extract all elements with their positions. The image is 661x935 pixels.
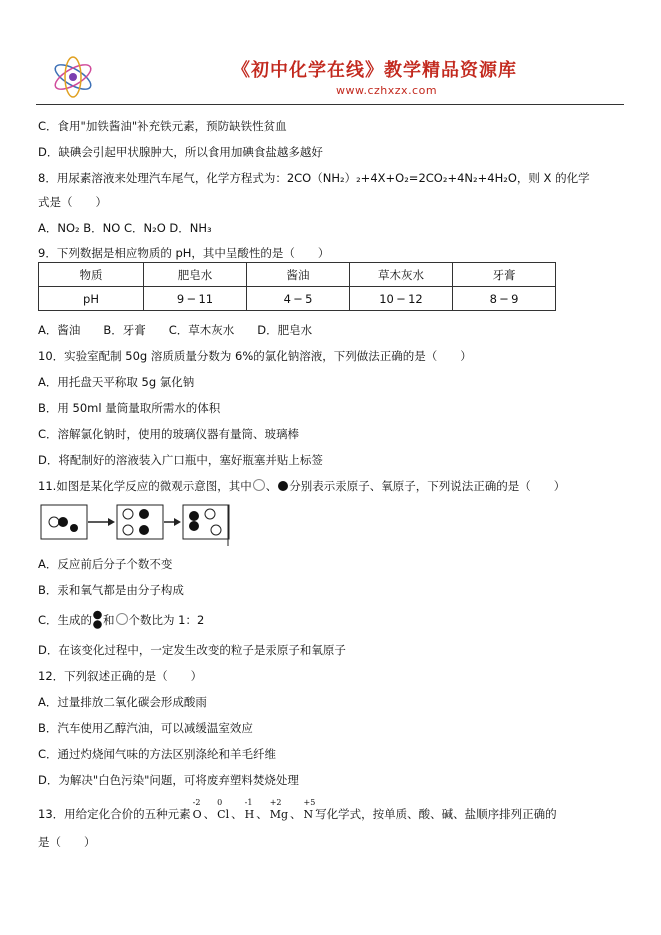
element-with-valence: 0 Cl	[217, 798, 230, 821]
table-cell: 物质	[39, 263, 144, 287]
site-title: 《初中化学在线》教学精品资源库	[232, 60, 517, 81]
mercury-atom-icon	[253, 479, 265, 491]
table-cell: 草木灰水	[350, 263, 453, 287]
atom-logo-icon	[50, 54, 96, 100]
q11-option-b: B．汞和氧气都是由分子构成	[38, 583, 184, 597]
q11c-part2: 和	[103, 613, 115, 627]
q12-stem: 12．下列叙述正确的是（ ）	[38, 669, 203, 683]
table-cell: 9 ─ 11	[144, 287, 247, 311]
q11-stem-part1: 11.如图是某化学反应的微观示意图，其中	[38, 479, 252, 493]
q9-options: A．酱油 B．牙膏 C．草木灰水 D．肥皂水	[38, 323, 313, 337]
q12-option-c: C．通过灼烧闻气味的方法区别涤纶和羊毛纤维	[38, 747, 277, 761]
q8-stem-cont: 式是（ ）	[38, 195, 107, 209]
q10-option-b: B．用 50ml 量筒量取所需水的体积	[38, 401, 221, 415]
site-url[interactable]: www.czhxzx.com	[336, 84, 438, 97]
table-cell: 牙膏	[453, 263, 556, 287]
q8-options: A．NO₂ B．NO C．N₂O D．NH₃	[38, 221, 212, 235]
q12-option-d: D．为解决"白色污染"问题，可将废弃塑料焚烧处理	[38, 773, 299, 787]
q12-option-a: A．过量排放二氧化碳会形成酸雨	[38, 695, 207, 709]
q7-option-d: D．缺碘会引起甲状腺肿大，所以食用加碘食盐越多越好	[38, 145, 323, 159]
q13-stem-part1: 13．用给定化合价的五种元素	[38, 807, 191, 821]
table-cell: 肥皂水	[144, 263, 247, 287]
table-row	[39, 287, 556, 311]
header-banner	[36, 44, 624, 105]
oxygen-molecule-icon	[93, 610, 102, 630]
table-cell: pH	[39, 287, 144, 311]
oxygen-atom-icon	[278, 481, 288, 491]
q11c-part1: C．生成的	[38, 613, 93, 627]
table-cell: 10 ─ 12	[350, 287, 453, 311]
table-cell: 4 ─ 5	[247, 287, 350, 311]
q11-stem-part3: 分别表示汞原子、氧原子，下列说法正确的是（ ）	[289, 479, 566, 493]
q11c-part3: 个数比为 1：2	[128, 613, 205, 627]
q10-option-d: D．将配制好的溶液装入广口瓶中，塞好瓶塞并贴上标签	[38, 453, 323, 467]
q11-stem-part2: 、	[265, 479, 278, 493]
element-with-valence: +5 N	[303, 798, 316, 821]
q8-stem: 8．用尿素溶液来处理汽车尾气，化学方程式为：2CO（NH₂）₂+4X+O₂=2CO₂+4N₂+4H₂O，则 X 的化学	[38, 171, 590, 185]
q12-option-b: B．汽车使用乙醇汽油，可以减缓温室效应	[38, 721, 253, 735]
element-with-valence: -1 H	[244, 798, 255, 821]
q10-stem: 10．实验室配制 50g 溶质质量分数为 6%的氯化钠溶液，下列做法正确的是（ ）	[38, 349, 472, 363]
table-cell: 酱油	[247, 263, 350, 287]
q7-option-c: C．食用"加铁酱油"补充铁元素，预防缺铁性贫血	[38, 119, 287, 133]
q13-stem-cont: 是（ ）	[38, 835, 96, 849]
ph-table	[38, 262, 556, 311]
table-cell: 8 ─ 9	[453, 287, 556, 311]
q10-option-a: A．用托盘天平称取 5g 氯化钠	[38, 375, 195, 389]
q11-option-d: D．在该变化过程中，一定发生改变的粒子是汞原子和氧原子	[38, 643, 346, 657]
mercury-atom-icon	[116, 613, 128, 625]
q11-stem	[38, 478, 565, 494]
element-with-valence: -2 O	[192, 798, 202, 821]
q13-stem-part2: 写化学式，按单质、酸、碱、盐顺序排列正确的	[315, 807, 557, 821]
q11-option-c	[38, 610, 204, 630]
q9-stem: 9．下列数据是相应物质的 pH，其中呈酸性的是（ ）	[38, 246, 330, 260]
q13-stem: 13．用给定化合价的五种元素 -2 O 、 0 Cl 、 -1 H 、 +2 Mg 、 +5 N 写化学式，按单质、酸、碱、盐顺序排列正确的	[38, 798, 557, 821]
reaction-diagram	[38, 502, 238, 546]
table-row	[39, 263, 556, 287]
q10-option-c: C．溶解氯化钠时，使用的玻璃仪器有量筒、玻璃棒	[38, 427, 300, 441]
q11-option-a: A．反应前后分子个数不变	[38, 557, 173, 571]
element-with-valence: +2 Mg	[269, 798, 289, 821]
